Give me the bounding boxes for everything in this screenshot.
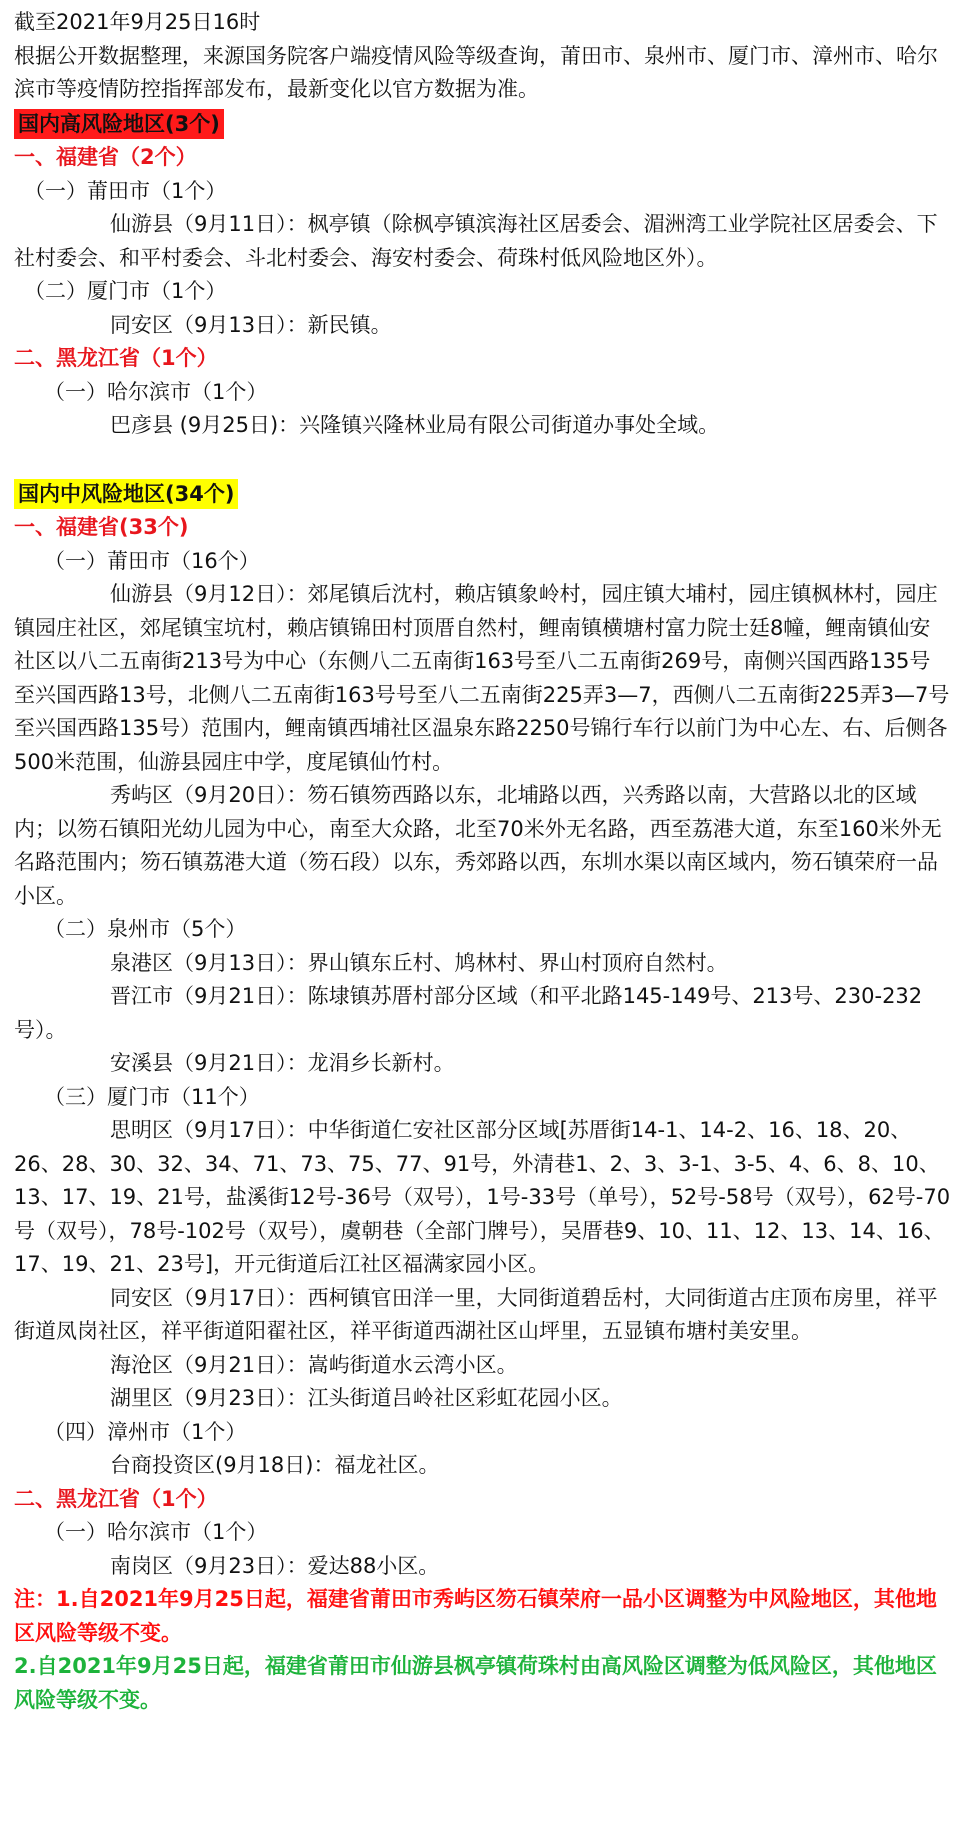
source-statement: 根据公开数据整理，来源国务院客户端疫情风险等级查询，莆田市、泉州市、厦门市、漳州市、哈尔滨市等疫情防控指挥部发布，最新变化以官方数据为准。 xyxy=(14,43,938,101)
note-1: 注：1.自2021年9月25日起，福建省莆田市秀屿区笏石镇荣府一品小区调整为中风险地区，其他地区风险等级不变。 xyxy=(14,1587,937,1645)
high-risk-bayan-entry: 巴彦县 (9月25日)：兴隆镇兴隆林业局有限公司街道办事处全域。 xyxy=(110,413,720,437)
note-2: 2.自2021年9月25日起，福建省莆田市仙游县枫亭镇荷珠村由高风险区调整为低风险区，其他地区风险等级不变。 xyxy=(14,1654,937,1712)
high-risk-title: 国内高风险地区(3个) xyxy=(14,109,224,139)
high-risk-putian-heading: （一）莆田市（1个） xyxy=(24,178,227,203)
medium-risk-title: 国内中风险地区(34个) xyxy=(14,479,238,509)
medium-risk-quangang-entry: 泉港区（9月13日）：界山镇东丘村、鸠林村、界山村顶府自然村。 xyxy=(110,950,728,975)
medium-risk-nangang-entry: 南岗区（9月23日）：爱达88小区。 xyxy=(110,1553,440,1578)
high-risk-tongan-entry: 同安区（9月13日）：新民镇。 xyxy=(110,312,392,337)
medium-risk-xiuyu-entry: 秀屿区（9月20日）：笏石镇笏西路以东，北埔路以西，兴秀路以南，大营路以北的区域内；以笏石镇阳光幼儿园为中心，南至大众路，北至70米外无名路，西至荔港大道，东至160米外无名路范围内；笏石镇荔港大道（笏石段）以东，秀郊路以西，东圳水渠以南区域内，笏石镇荣府一品小区。 xyxy=(14,783,942,908)
medium-risk-anxi-entry: 安溪县（9月21日）：龙涓乡长新村。 xyxy=(110,1051,455,1075)
high-risk-xianyou-entry: 仙游县（9月11日）：枫亭镇（除枫亭镇滨海社区居委会、湄洲湾工业学院社区居委会、下社村委会、和平村委会、斗北村委会、海安村委会、荷珠村低风险地区外）。 xyxy=(14,212,938,270)
medium-risk-huli-entry: 湖里区（9月23日）：江头街道吕岭社区彩虹花园小区。 xyxy=(110,1386,623,1410)
high-risk-heilongjiang-heading: 二、黑龙江省（1个） xyxy=(14,346,218,370)
medium-risk-zhangzhou-heading: （四）漳州市（1个） xyxy=(44,1419,247,1444)
high-risk-xiamen-heading: （二）厦门市（1个） xyxy=(24,279,227,303)
medium-risk-taishang-entry: 台商投资区(9月18日)：福龙社区。 xyxy=(110,1453,440,1477)
section-gap xyxy=(14,443,951,477)
high-risk-section xyxy=(14,107,951,443)
medium-risk-tongan-entry: 同安区（9月17日）：西柯镇官田洋一里，大同街道碧岳村，大同街道古庄顶布房里，祥平街道凤岗社区，祥平街道阳翟社区，祥平街道西湖社区山坪里，五显镇布塘村美安里。 xyxy=(14,1285,938,1343)
medium-risk-siming-entry: 思明区（9月17日）：中华街道仁安社区部分区域[苏厝街14-1、14-2、16、18、20、26、28、30、32、34、71、73、75、77、91号，外清巷1、2、3、3-1、3-5、4、6、8、10、13、17、19、21号，盐溪街12号-36号（双号），1号-33号（单号），52号-58号（双号），62号-70号（双号），78号-102号（双号），虞朝巷（全部门牌号），吴厝巷9、10、11、12、13、14、16、17、19、21、23号]，开元街道后江社区福满家园小区。 xyxy=(14,1118,951,1276)
medium-risk-section xyxy=(14,477,951,1584)
medium-risk-putian-heading: （一）莆田市（16个） xyxy=(44,548,260,573)
medium-risk-xiamen-heading: （三）厦门市（11个） xyxy=(44,1084,260,1109)
high-risk-fujian-heading: 一、福建省（2个） xyxy=(14,145,197,169)
medium-risk-fujian-heading: 一、福建省(33个) xyxy=(14,515,189,539)
medium-risk-heilongjiang-heading: 二、黑龙江省（1个） xyxy=(14,1486,218,1511)
medium-risk-quanzhou-heading: （二）泉州市（5个） xyxy=(44,917,247,941)
timestamp: 截至2021年9月25日16时 xyxy=(14,10,261,34)
medium-risk-jinjiang-entry: 晋江市（9月21日）：陈埭镇苏厝村部分区域（和平北路145-149号、213号、230-232号）。 xyxy=(14,984,923,1042)
high-risk-harbin-heading: （一）哈尔滨市（1个） xyxy=(44,379,268,404)
medium-risk-haicang-entry: 海沧区（9月21日）：嵩屿街道水云湾小区。 xyxy=(110,1352,518,1377)
notes-section xyxy=(14,1583,951,1717)
medium-risk-xianyou-entry: 仙游县（9月12日）：郊尾镇后沈村，赖店镇象岭村，园庄镇大埔村，园庄镇枫林村，园庄镇园庄社区，郊尾镇宝坑村，赖店镇锦田村顶厝自然村，鲤南镇横塘村富力院士廷8幢，鲤南镇仙安社区以八二五南街213号为中心（东侧八二五南街163号至八二五南街269号，南侧兴国西路135号至兴国西路13号，北侧八二五南街163号号至八二五南街225弄3—7，西侧八二五南街225弄3—7号至兴国西路135号）范围内，鲤南镇西埔社区温泉东路2250号锦行车行以前门为中心左、右、后侧各500米范围，仙游县园庄中学，度尾镇仙竹村。 xyxy=(14,582,950,774)
medium-risk-harbin-heading: （一）哈尔滨市（1个） xyxy=(44,1520,268,1544)
